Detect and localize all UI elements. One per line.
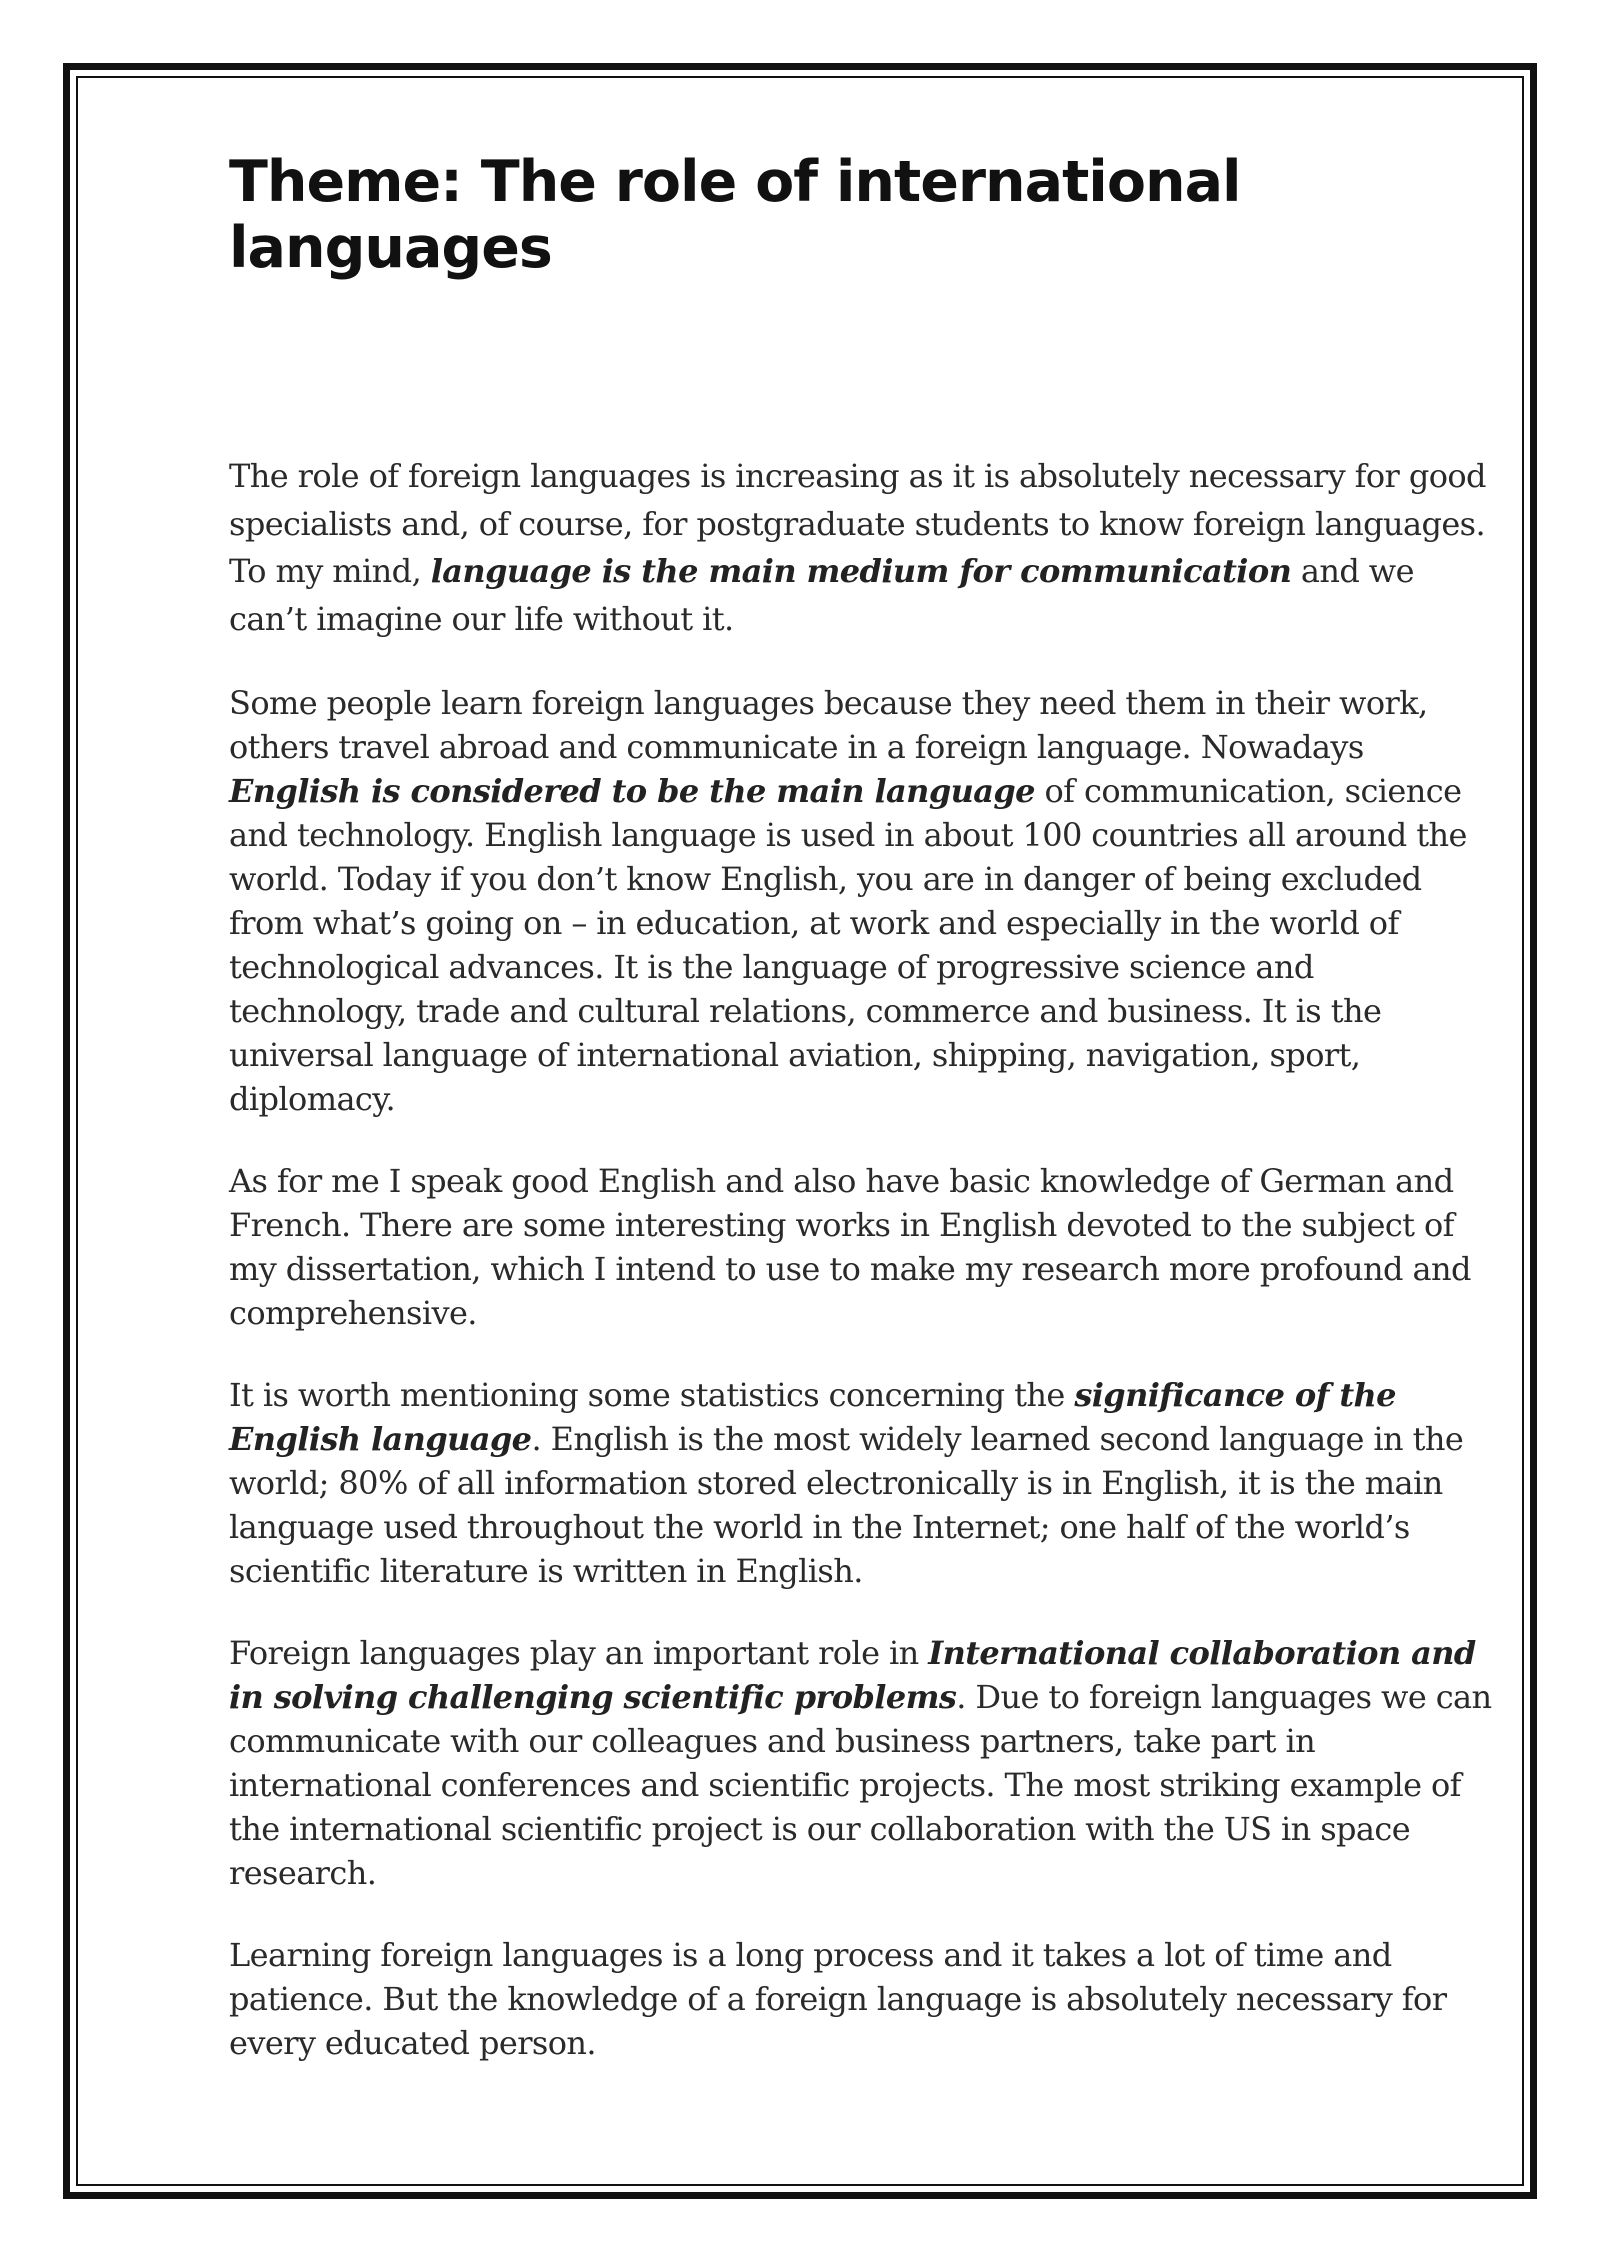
paragraph-1-text-end: and we can’t imagine our life without it. — [229, 552, 1414, 638]
document-title: Theme: The role of international languages — [229, 149, 1241, 281]
paragraph-2-emphasis: English is considered to be the main language — [229, 772, 1035, 811]
paragraph-4-emphasis: significance of the English language — [229, 1376, 1396, 1459]
paragraph-5 — [229, 1631, 1499, 1895]
paragraph-4-text-end: . English is the most widely learned second language in the world; 80% of all information stored electronically is in English, it is the main language used throughout the world in the Internet; one half of the world’s scientific literature is written in English. — [229, 1420, 1464, 1591]
paragraph-4 — [229, 1373, 1499, 1593]
paragraph-1-text: The role of foreign languages is increasing as it is absolutely necessary for good specialists and, of course, for postgraduate students to know foreign languages. To my mind, — [229, 457, 1486, 591]
paragraph-6-text: Learning foreign languages is a long process and it takes a lot of time and patience. But the knowledge of a foreign language is absolutely necessary for every educated person. — [229, 1936, 1447, 2063]
paragraph-2-text-end: of communication, science and technology. English language is used in about 100 countries all around the world. Today if you don’t know English, you are in danger of being excluded from what’s going on – in education, at work and especially in the world of technological advances. It is the language of progressive science and technology, trade and cultural relations, commerce and business. It is the universal language of international aviation, shipping, navigation, sport, diplomacy. — [229, 772, 1467, 1119]
paragraph-3 — [229, 1159, 1499, 1335]
paragraph-4-text: It is worth mentioning some statistics concerning the — [229, 1376, 1075, 1415]
paragraph-2-text: Some people learn foreign languages because they need them in their work, others travel abroad and communicate in a foreign language. Nowadays — [229, 684, 1428, 767]
paragraph-2 — [229, 681, 1499, 1121]
paragraph-3-text: As for me I speak good English and also have basic knowledge of German and French. There are some interesting works in English devoted to the subject of my dissertation, which I intend to use to make my research more profound and comprehensive. — [229, 1162, 1471, 1333]
paragraph-1-emphasis: language is the main medium for communication — [430, 552, 1292, 591]
document-body — [229, 453, 1499, 2065]
paragraph-1 — [229, 453, 1499, 643]
paragraph-5-text: Foreign languages play an important role in — [229, 1634, 929, 1673]
paragraph-5-text-end: . Due to foreign languages we can communicate with our colleagues and business partners, take part in international conferences and scientific projects. The most striking example of the international scientific project is our collaboration with the US in space research. — [229, 1678, 1492, 1893]
paragraph-6 — [229, 1933, 1499, 2065]
document-content — [229, 150, 1499, 2103]
paragraph-5-emphasis: International collaboration and in solving challenging scientific problems — [229, 1634, 1476, 1717]
